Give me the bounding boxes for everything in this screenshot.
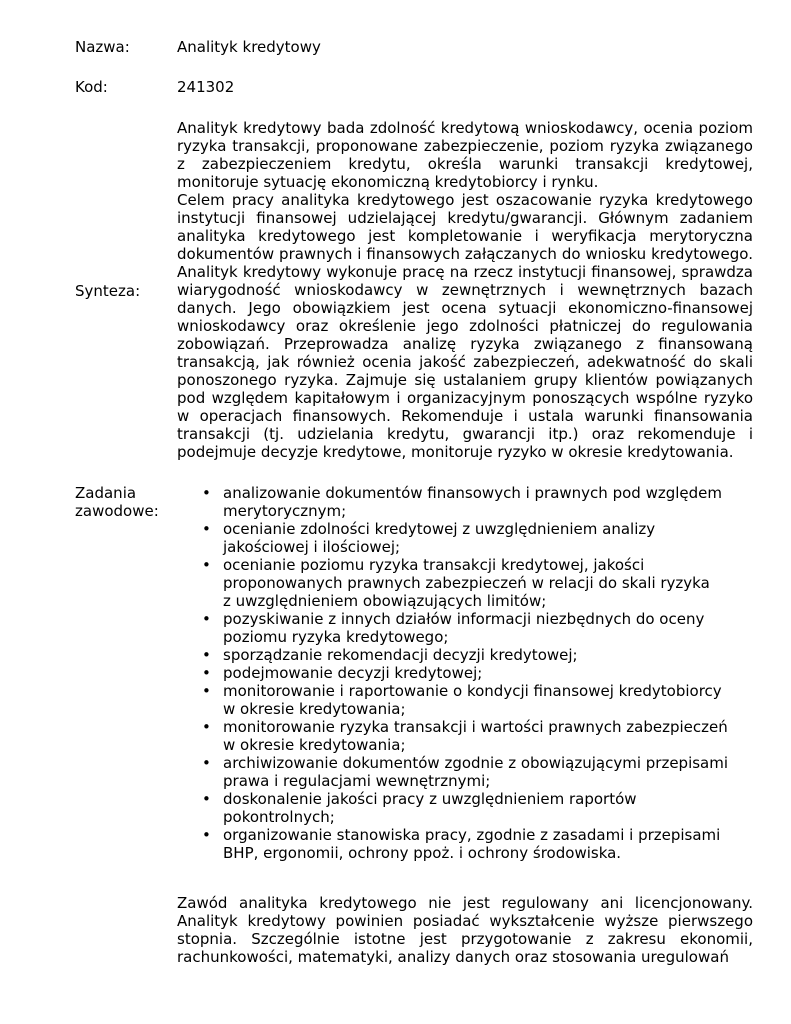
nazwa-value: Analityk kredytowy — [177, 38, 321, 56]
bullet-icon: • — [202, 664, 211, 682]
list-item: • ocenianie zdolności kredytowej z uwzględnieniem analizy jakościowej i ilościowej; — [202, 520, 656, 556]
list-item: • sporządzanie rekomendacji decyzji kredytowej; — [202, 646, 578, 664]
synteza-paragraph-1: Analityk kredytowy bada zdolność kredytową wnioskodawcy, ocenia poziom ryzyka transakcji, proponowane zabezpieczenie, poziom ryzyka związanego z zabezpieczeniem kredytu, określa warunki transakcji kredytowej, monitoruje sytuację ekonomiczną kredytobiorcy i rynku. — [177, 119, 753, 191]
zadania-label — [75, 484, 175, 520]
bullet-icon: • — [202, 520, 211, 538]
synteza-paragraph-2: Celem pracy analityka kredytowego jest oszacowanie ryzyka kredytowego instytucji finansowej udzielającej kredytu/gwarancji. Głównym zadaniem analityka kredytowego jest kompletowanie i weryfikacja merytoryczna dokumentów prawnych i finansowych załączanych do wniosku kredytowego. Analityk kredytowy wykonuje pracę na rzecz instytucji finansowej, sprawdza wiarygodność wnioskodawcy w zewnętrznych i wewnętrznych bazach danych. Jego obowiązkiem jest ocena sytuacji ekonomiczno-finansowej wnioskodawcy oraz określenie jego zdolności płatniczej do regulowania zobowiązań. Przeprowadza analizę ryzyka związanego z finansowaną transakcją, jak również ocenia jakość zabezpieczeń, adekwatność do skali ponoszonego ryzyka. Zajmuje się ustalaniem grupy klientów powiązanych pod względem kapitałowym i organizacyjnym ponoszących wspólne ryzyko w operacjach finansowych. Rekomenduje i ustala warunki finansowania transakcji (tj. udzielania kredytu, gwarancji itp.) oraz rekomenduje i podejmuje decyzje kredytowe, monitoruje ryzyko w okresie kredytowania. — [177, 191, 753, 461]
list-item: • doskonalenie jakości pracy z uwzględnieniem raportów pokontrolnych; — [202, 790, 637, 826]
list-item: • organizowanie stanowiska pracy, zgodnie z zasadami i przepisami BHP, ergonomii, ochrony ppoż. i ochrony środowiska. — [202, 826, 721, 862]
list-item: • analizowanie dokumentów finansowych i prawnych pod względem merytorycznym; — [202, 484, 722, 520]
bullet-icon: • — [202, 754, 211, 772]
zadania-label-line2: zawodowe: — [75, 502, 159, 520]
bullet-icon: • — [202, 790, 211, 808]
zadania-row — [75, 484, 755, 878]
zadania-list-container — [177, 484, 777, 862]
synteza-label: Synteza: — [75, 282, 141, 300]
synteza-row — [75, 119, 755, 479]
zadania-list — [177, 484, 777, 862]
bullet-icon: • — [202, 556, 211, 574]
bullet-icon: • — [202, 484, 211, 502]
bullet-icon: • — [202, 718, 211, 736]
list-item: • podejmowanie decyzji kredytowej; — [202, 664, 483, 682]
nazwa-label: Nazwa: — [75, 38, 130, 56]
nazwa-row — [75, 38, 755, 56]
kod-label: Kod: — [75, 78, 108, 96]
list-item: • archiwizowanie dokumentów zgodnie z obowiązującymi przepisami prawa i regulacjami wewnętrznymi; — [202, 754, 729, 790]
list-item: • monitorowanie i raportowanie o kondycji finansowej kredytobiorcy w okresie kredytowania; — [202, 682, 722, 718]
synteza-text — [177, 119, 753, 461]
bullet-icon: • — [202, 610, 211, 628]
bullet-icon: • — [202, 646, 211, 664]
zadania-label-line1: Zadania — [75, 484, 137, 502]
bullet-icon: • — [202, 826, 211, 844]
list-item: • ocenianie poziomu ryzyka transakcji kredytowej, jakości proponowanych prawnych zabezpieczeń w relacji do skali ryzyka z uwzględnieniem obowiązujących limitów; — [202, 556, 710, 610]
final-row — [75, 894, 755, 974]
kod-value: 241302 — [177, 78, 235, 96]
final-paragraph: Zawód analityka kredytowego nie jest regulowany ani licencjonowany. Analityk kredytowy powinien posiadać wykształcenie wyższe pierwszego stopnia. Szczególnie istotne jest przygotowanie z zakresu ekonomii, rachunkowości, matematyki, analizy danych oraz stosowania uregulowań — [177, 894, 753, 966]
kod-row — [75, 78, 755, 96]
list-item: • pozyskiwanie z innych działów informacji niezbędnych do oceny poziomu ryzyka kredytowego; — [202, 610, 705, 646]
list-item: • monitorowanie ryzyka transakcji i wartości prawnych zabezpieczeń w okresie kredytowania; — [202, 718, 728, 754]
bullet-icon: • — [202, 682, 211, 700]
